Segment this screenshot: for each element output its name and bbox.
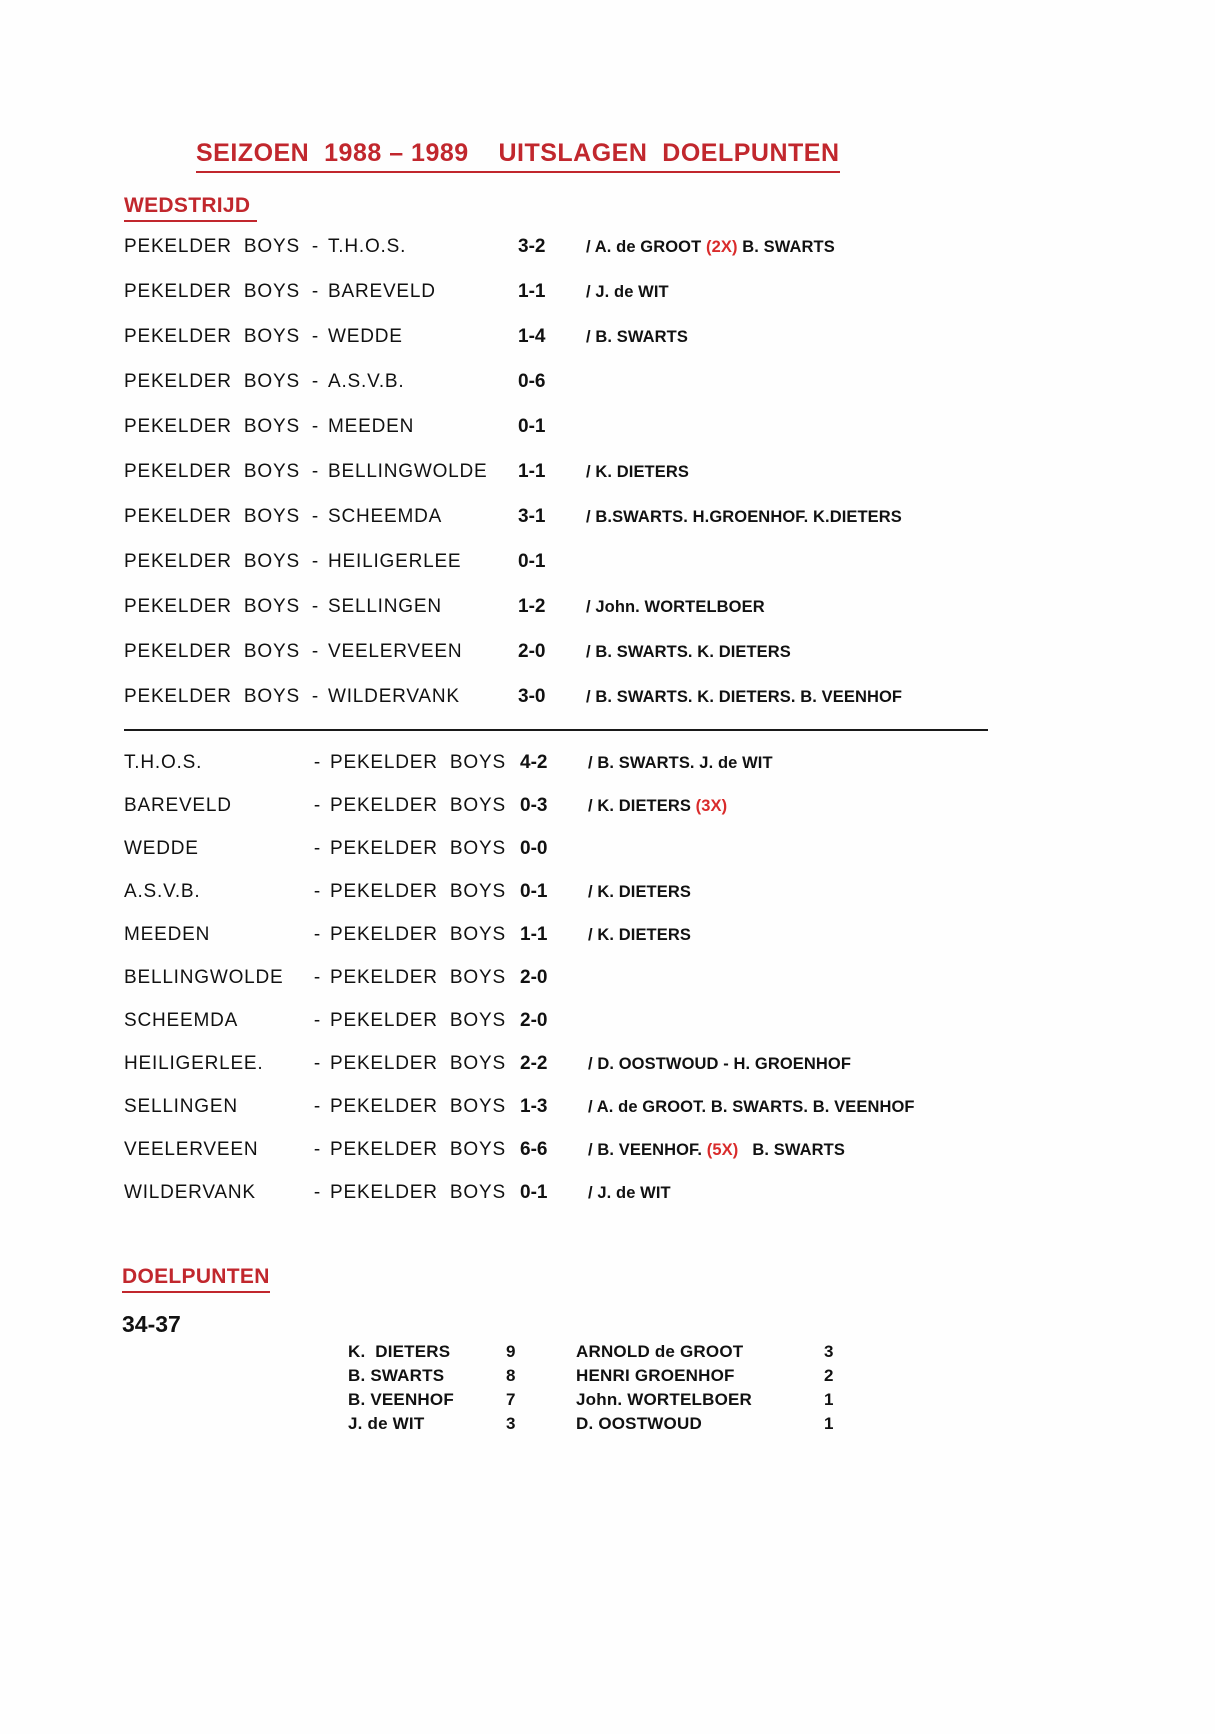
match-score: 0-1 xyxy=(520,881,548,902)
match-score: 1-1 xyxy=(518,461,546,482)
match-home-team: HEILIGERLEE. xyxy=(124,1053,264,1074)
scorers-text: / J. de WIT xyxy=(588,1184,671,1202)
match-home-team: PEKELDER BOYS xyxy=(124,416,300,437)
match-row xyxy=(124,967,1084,1010)
scorers-text: / A. de GROOT xyxy=(586,238,706,256)
match-separator: - xyxy=(311,641,319,662)
match-score: 0-1 xyxy=(518,416,546,437)
match-away-team: PEKELDER BOYS xyxy=(330,795,506,816)
scorers-text: / B. SWARTS. J. de WIT xyxy=(588,754,773,772)
scorer-name-right: HENRI GROENHOF xyxy=(576,1366,735,1385)
scorer-row xyxy=(348,1413,833,1437)
away-matches-list xyxy=(124,752,1084,1225)
match-separator: - xyxy=(311,461,319,482)
match-separator: - xyxy=(311,551,319,572)
match-score: 2-0 xyxy=(520,1010,548,1031)
scorers-text: / John. WORTELBOER xyxy=(586,598,765,616)
match-away-team: PEKELDER BOYS xyxy=(330,1053,506,1074)
match-score: 1-4 xyxy=(518,326,546,347)
scorer-row xyxy=(348,1341,833,1365)
scorer-goals-left: 9 xyxy=(506,1342,516,1361)
section-heading-doelpunten: DOELPUNTEN xyxy=(122,1265,270,1293)
match-row xyxy=(124,686,1084,731)
match-away-team: SELLINGEN xyxy=(328,596,442,617)
match-home-team: PEKELDER BOYS xyxy=(124,551,300,572)
match-score: 1-3 xyxy=(520,1096,548,1117)
scorer-name-right: D. OOSTWOUD xyxy=(576,1414,702,1433)
scorer-goals-right: 1 xyxy=(824,1390,834,1409)
match-separator: - xyxy=(311,506,319,527)
match-row xyxy=(124,1139,1084,1182)
match-separator: - xyxy=(311,281,319,302)
match-row xyxy=(124,281,1084,326)
match-away-team: T.H.O.S. xyxy=(328,236,407,257)
match-goal-scorers xyxy=(588,797,1084,816)
match-score: 4-2 xyxy=(520,752,548,773)
match-home-team: PEKELDER BOYS xyxy=(124,596,300,617)
scorer-goals-left: 8 xyxy=(506,1366,516,1385)
scorer-name-left: B. VEENHOF xyxy=(348,1390,454,1409)
match-score: 2-0 xyxy=(518,641,546,662)
match-goal-scorers xyxy=(588,1184,1084,1203)
match-away-team: PEKELDER BOYS xyxy=(330,1096,506,1117)
match-row xyxy=(124,1096,1084,1139)
match-separator: - xyxy=(311,686,319,707)
match-row xyxy=(124,838,1084,881)
match-goal-scorers xyxy=(588,1098,1084,1117)
match-away-team: VEELERVEEN xyxy=(328,641,463,662)
match-home-team: SCHEEMDA xyxy=(124,1010,239,1031)
match-score: 3-1 xyxy=(518,506,546,527)
match-home-team: WILDERVANK xyxy=(124,1182,256,1203)
scorer-goals-left: 3 xyxy=(506,1414,516,1433)
scorer-goals-right: 3 xyxy=(824,1342,834,1361)
scorers-multiplier: (3X) xyxy=(695,797,728,815)
match-home-team: PEKELDER BOYS xyxy=(124,641,300,662)
match-goal-scorers xyxy=(588,1141,1084,1160)
match-separator: - xyxy=(311,326,319,347)
scorers-multiplier: (5X) xyxy=(706,1141,739,1159)
scorer-goals-right: 1 xyxy=(824,1414,834,1433)
scorer-row xyxy=(348,1389,833,1413)
match-away-team: PEKELDER BOYS xyxy=(330,1182,506,1203)
match-score: 2-0 xyxy=(520,967,548,988)
match-goal-scorers xyxy=(586,643,1084,662)
match-away-team: PEKELDER BOYS xyxy=(330,924,506,945)
section-divider xyxy=(124,729,988,731)
match-home-team: MEEDEN xyxy=(124,924,211,945)
match-score: 0-0 xyxy=(520,838,548,859)
match-row xyxy=(124,641,1084,686)
match-row xyxy=(124,551,1084,596)
scorers-text-continued: B. SWARTS xyxy=(738,1141,845,1159)
scorers-multiplier: (2X) xyxy=(705,238,738,256)
scorers-text: / B. SWARTS xyxy=(586,328,688,346)
match-home-team: BELLINGWOLDE xyxy=(124,967,284,988)
match-away-team: BAREVELD xyxy=(328,281,436,302)
match-separator: - xyxy=(313,924,321,945)
match-home-team: PEKELDER BOYS xyxy=(124,326,300,347)
match-away-team: PEKELDER BOYS xyxy=(330,881,506,902)
scorer-name-right: John. WORTELBOER xyxy=(576,1390,753,1409)
match-away-team: PEKELDER BOYS xyxy=(330,752,506,773)
match-goal-scorers xyxy=(586,463,1084,482)
match-home-team: PEKELDER BOYS xyxy=(124,506,300,527)
match-separator: - xyxy=(311,236,319,257)
match-goal-scorers xyxy=(588,926,1084,945)
top-scorers-table xyxy=(348,1341,833,1437)
match-separator: - xyxy=(311,596,319,617)
match-goal-scorers xyxy=(586,598,1084,617)
scorer-goals-left: 7 xyxy=(506,1390,516,1409)
match-goal-scorers xyxy=(586,688,1084,707)
match-score: 0-1 xyxy=(518,551,546,572)
match-row xyxy=(124,752,1084,795)
match-score: 1-1 xyxy=(520,924,548,945)
match-score: 2-2 xyxy=(520,1053,548,1074)
match-separator: - xyxy=(313,795,321,816)
match-separator: - xyxy=(313,838,321,859)
match-separator: - xyxy=(313,752,321,773)
match-row xyxy=(124,881,1084,924)
scorers-text: / B. SWARTS. K. DIETERS xyxy=(586,643,791,661)
scorer-name-left: J. de WIT xyxy=(348,1414,425,1433)
match-home-team: WEDDE xyxy=(124,838,199,859)
match-away-team: PEKELDER BOYS xyxy=(330,967,506,988)
match-score: 0-1 xyxy=(520,1182,548,1203)
match-row xyxy=(124,236,1084,281)
match-score: 3-0 xyxy=(518,686,546,707)
match-home-team: SELLINGEN xyxy=(124,1096,238,1117)
match-away-team: PEKELDER BOYS xyxy=(330,838,506,859)
match-row xyxy=(124,924,1084,967)
match-home-team: PEKELDER BOYS xyxy=(124,281,300,302)
scorers-text: / K. DIETERS xyxy=(586,463,689,481)
match-separator: - xyxy=(313,1182,321,1203)
match-row xyxy=(124,506,1084,551)
match-row xyxy=(124,596,1084,641)
match-away-team: A.S.V.B. xyxy=(328,371,405,392)
scorer-name-left: K. DIETERS xyxy=(348,1342,451,1361)
match-row xyxy=(124,461,1084,506)
match-score: 0-3 xyxy=(520,795,548,816)
match-separator: - xyxy=(313,1010,321,1031)
match-row xyxy=(124,1182,1084,1225)
match-goal-scorers xyxy=(588,883,1084,902)
match-score: 0-6 xyxy=(518,371,546,392)
match-separator: - xyxy=(311,416,319,437)
match-away-team: HEILIGERLEE xyxy=(328,551,462,572)
match-row xyxy=(124,326,1084,371)
match-goal-scorers xyxy=(586,283,1084,302)
scorers-text: / J. de WIT xyxy=(586,283,669,301)
match-goal-scorers xyxy=(586,508,1084,527)
match-away-team: WEDDE xyxy=(328,326,403,347)
match-goal-scorers xyxy=(586,328,1084,347)
scorers-text: / A. de GROOT. B. SWARTS. B. VEENHOF xyxy=(588,1098,915,1116)
match-separator: - xyxy=(313,1096,321,1117)
match-goal-scorers xyxy=(588,754,1084,773)
match-away-team: PEKELDER BOYS xyxy=(330,1010,506,1031)
home-matches-list xyxy=(124,236,1084,731)
match-separator: - xyxy=(313,1139,321,1160)
match-home-team: A.S.V.B. xyxy=(124,881,201,902)
match-row xyxy=(124,795,1084,838)
scorers-text: / K. DIETERS xyxy=(588,797,696,815)
match-away-team: BELLINGWOLDE xyxy=(328,461,488,482)
match-score: 1-2 xyxy=(518,596,546,617)
match-separator: - xyxy=(311,371,319,392)
scorer-goals-right: 2 xyxy=(824,1366,834,1385)
match-row xyxy=(124,416,1084,461)
match-home-team: BAREVELD xyxy=(124,795,232,816)
match-separator: - xyxy=(313,1053,321,1074)
match-row xyxy=(124,371,1084,416)
match-home-team: T.H.O.S. xyxy=(124,752,203,773)
match-score: 3-2 xyxy=(518,236,546,257)
match-home-team: PEKELDER BOYS xyxy=(124,686,300,707)
scorers-text: / B.SWARTS. H.GROENHOF. K.DIETERS xyxy=(586,508,902,526)
scorer-name-left: B. SWARTS xyxy=(348,1366,445,1385)
match-goal-scorers xyxy=(588,1055,1084,1074)
scorers-text: / K. DIETERS xyxy=(588,926,691,944)
match-home-team: PEKELDER BOYS xyxy=(124,236,300,257)
match-score: 1-1 xyxy=(518,281,546,302)
scorers-text: / D. OOSTWOUD - H. GROENHOF xyxy=(588,1055,852,1073)
match-separator: - xyxy=(313,967,321,988)
scorer-name-right: ARNOLD de GROOT xyxy=(576,1342,744,1361)
match-home-team: PEKELDER BOYS xyxy=(124,371,300,392)
total-goals-figure: 34-37 xyxy=(122,1311,181,1337)
match-home-team: PEKELDER BOYS xyxy=(124,461,300,482)
scorers-text: / B. SWARTS. K. DIETERS. B. VEENHOF xyxy=(586,688,903,706)
scorers-text: / K. DIETERS xyxy=(588,883,691,901)
scorers-text: / B. VEENHOF. xyxy=(588,1141,707,1159)
section-heading-wedstrijd: WEDSTRIJD xyxy=(124,194,257,222)
match-home-team: VEELERVEEN xyxy=(124,1139,259,1160)
match-separator: - xyxy=(313,881,321,902)
match-away-team: PEKELDER BOYS xyxy=(330,1139,506,1160)
page-title: SEIZOEN 1988 – 1989 UITSLAGEN DOELPUNTEN xyxy=(196,139,840,173)
match-away-team: SCHEEMDA xyxy=(328,506,443,527)
match-row xyxy=(124,1010,1084,1053)
scorer-row xyxy=(348,1365,833,1389)
scorers-text-continued: B. SWARTS xyxy=(737,238,835,256)
match-away-team: WILDERVANK xyxy=(328,686,460,707)
match-away-team: MEEDEN xyxy=(328,416,415,437)
match-row xyxy=(124,1053,1084,1096)
match-score: 6-6 xyxy=(520,1139,548,1160)
match-goal-scorers xyxy=(586,238,1084,257)
